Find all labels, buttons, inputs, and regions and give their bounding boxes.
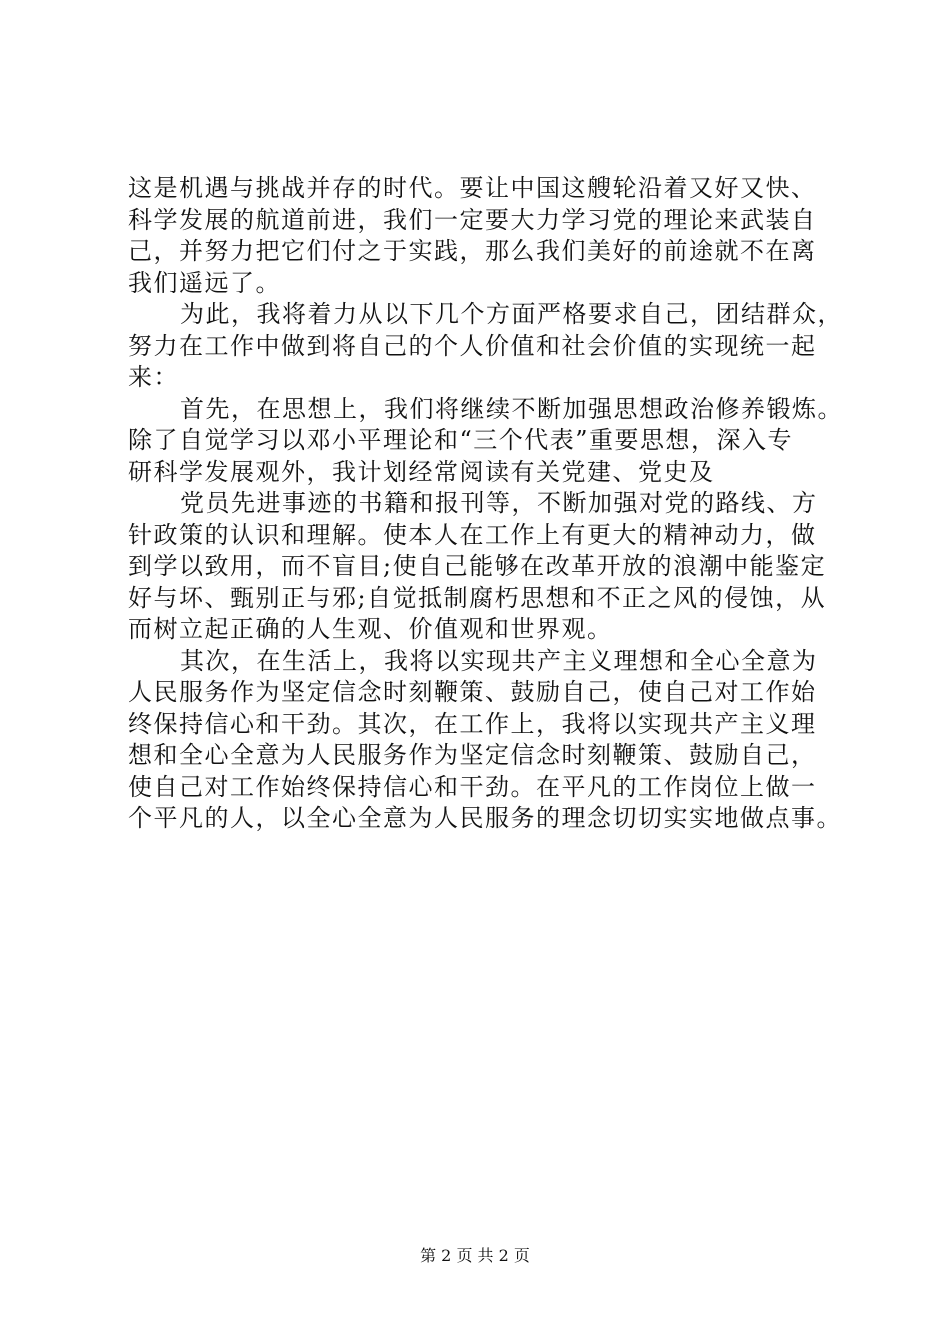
text-line: 我们遥远了。 [128, 268, 281, 297]
text-line: 终保持信心和干劲。其次，在工作上，我将以实现共产主义理 [128, 709, 817, 738]
text-line: 其次，在生活上，我将以实现共产主义理想和全心全意为 [180, 646, 818, 675]
document-body [128, 173, 843, 835]
text-line: 己，并努力把它们付之于实践，那么我们美好的前途就不在离 [128, 237, 817, 265]
text-line: 想和全心全意为人民服务作为坚定信念时刻鞭策、鼓励自己， [128, 741, 817, 769]
text-line: 个平凡的人，以全心全意为人民服务的理念切切实实地做点事。 [128, 804, 842, 832]
text-line: 而树立起正确的人生观、价值观和世界观。 [128, 615, 613, 643]
text-line: 好与坏、甄别正与邪;自觉抵制腐朽思想和不正之风的侵蚀，从 [128, 583, 827, 612]
text-line: 这是机遇与挑战并存的时代。要让中国这艘轮沿着又好又快、 [128, 174, 817, 202]
text-line: 除了自觉学习以邓小平理论和“三个代表”重要思想，深入专 [128, 426, 794, 454]
text-line: 为此，我将着力从以下几个方面严格要求自己，团结群众， [180, 300, 843, 328]
text-line: 努力在工作中做到将自己的个人价值和社会价值的实现统一起 [128, 331, 817, 360]
text-line: 到学以致用，而不盲目;使自己能够在改革开放的浪潮中能鉴定 [128, 552, 827, 580]
text-line: 使自己对工作始终保持信心和干劲。在平凡的工作岗位上做一 [128, 772, 817, 801]
page-footer: 第 2 页 共 2 页 [420, 1246, 530, 1265]
text-line: 研科学发展观外，我计划经常阅读有关党建、党史及 [128, 457, 715, 486]
text-line: 人民服务作为坚定信念时刻鞭策、鼓励自己，使自己对工作始 [128, 678, 817, 706]
text-line: 针政策的认识和理解。使本人在工作上有更大的精神动力，做 [128, 520, 817, 549]
text-line: 首先，在思想上，我们将继续不断加强思想政治修养锻炼。 [180, 394, 843, 423]
text-line: 党员先进事迹的书籍和报刊等，不断加强对党的路线、方 [180, 489, 818, 517]
text-line: 来： [128, 363, 179, 391]
text-line: 科学发展的航道前进，我们一定要大力学习党的理论来武装自 [128, 205, 817, 234]
